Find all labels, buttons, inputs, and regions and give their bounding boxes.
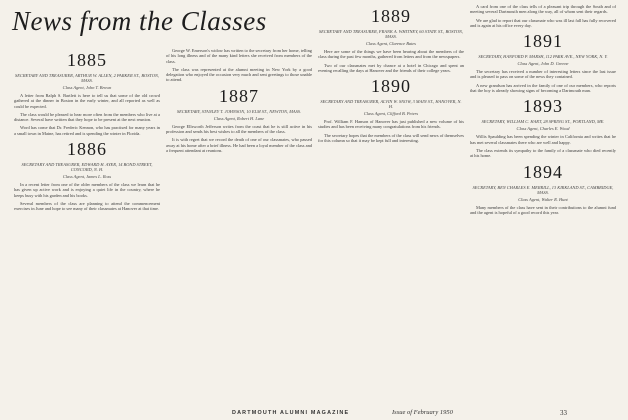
page-footer [0, 407, 628, 419]
news-paragraph: Prof. William F. Hanson of Hanover has just published a new volume of his studies and has been receiving many congratulations from his friends. [318, 119, 464, 130]
class-year-heading: 1890 [371, 76, 411, 97]
class-agent-line: Class Agent, Clifford B. Peters [363, 111, 419, 117]
column-3 [318, 4, 464, 404]
class-agent-line: Class Agent, Robert H. Lane [213, 115, 265, 121]
news-paragraph: A letter from Ralph S. Bartlett is here to tell us that some of the old crowd gathered at the dinner in Boston in the early winter, and all reported as well as could be expected. [14, 93, 160, 109]
footer-magazine-name: DARTMOUTH ALUMNI MAGAZINE [232, 410, 350, 416]
class-secretary-line: SECRETARY AND TREASURER, EDWARD H. AYER, 14 BOND STREET, CONCORD, N. H. [21, 162, 153, 173]
class-secretary-line: SECRETARY AND TREASURER, ARTHUR W. ALLEN, 2 PARKER ST., BOSTON, MASS. [15, 73, 159, 83]
column-4 [470, 4, 616, 404]
news-paragraph: The class would be pleased to hear more often from the members who live at a distance. Several have written that they hope to be present at the next reunion. [14, 111, 160, 123]
news-paragraph: A card from one of the class tells of a pleasant trip through the South and of meeting several Dartmouth men along the way, all of whom sent their regards. [470, 4, 616, 15]
class-year-heading: 1894 [523, 161, 563, 182]
class-secretary-line: SECRETARY, HANFORD P. MARSH, 112 PARK AVE., NEW YORK, N. Y. [478, 54, 608, 60]
news-paragraph: Word has come that Dr. Frederic Kennon, who has practised for many years in a small town in Maine, has retired and is spending the winter in Florida. [14, 125, 160, 136]
class-agent-line: Class Agent, John T. Brown [62, 85, 112, 90]
news-paragraph: It is with regret that we record the death of one of our classmates, who passed away at his home after a brief illness. He had been a loyal member of the class and a frequent attendant at reunions. [166, 137, 312, 153]
footer-issue: Issue of February 1950 [392, 409, 453, 416]
class-secretary-line: SECRETARY, BEN CHARLES E. MERRILL, 13 KIRKLAND ST., CAMBRIDGE, MASS. [472, 184, 614, 195]
class-agent-line: Class Agent, James L. Ross [62, 174, 112, 180]
news-paragraph: The class was represented at the alumni meeting in New York by a good delegation who enjoyed the occasion very much and sent greetings to those unable to attend. [166, 66, 312, 83]
class-year-heading: 1891 [523, 31, 563, 52]
class-year-heading: 1885 [67, 50, 107, 70]
news-paragraph: Two of our classmates met by chance at a hotel in Chicago and spent an evening recalling the days at Hanover and the friends of their college years. [318, 62, 464, 73]
class-secretary-line: SECRETARY, WILLIAM C. HART, 28 SPRING ST., PORTLAND, ME. [481, 119, 605, 125]
news-paragraph: The secretary hopes that the members of the class will send news of themselves for this column so that it may be kept full and interesting. [318, 132, 464, 144]
news-paragraph: The class extends its sympathy to the family of a classmate who died recently at his home. [470, 147, 616, 159]
class-year-heading: 1887 [219, 85, 259, 106]
class-agent-line: Class Agent, John D. Greene [517, 61, 569, 67]
news-paragraph: Several members of the class are planning to attend the commencement exercises in June and hope to see many of their classmates at Hanover at that time. [14, 200, 160, 212]
news-paragraph: The secretary has received a number of interesting letters since the last issue and is pleased to pass on some of the news they contained. [470, 69, 616, 80]
news-paragraph: George Ellsworth Jefferson writes from the coast that he is still active in his profession and sends his best wishes to all the members of the class. [166, 123, 312, 135]
class-year-heading: 1893 [523, 96, 563, 117]
class-agent-line: Class Agent, Charles E. Wood [516, 126, 570, 132]
news-paragraph: Here are some of the things we have been hearing about the members of the class during the past few months, gathered from letters and from the newspapers. [318, 49, 464, 60]
news-paragraph: In a recent letter from one of the older members of the class we learn that he has given up active work and is enjoying a quiet life in the country, where he keeps busy with his garden and his books. [14, 182, 160, 198]
class-agent-line: Class Agent, Clarence Bates [366, 41, 416, 46]
class-year-heading: 1886 [67, 139, 107, 160]
news-paragraph: George W. Emerson's widow has written to the secretary from her home, telling of his long illness and of the many kind letters she received from members of the class. [166, 48, 312, 64]
page-number: 33 [560, 409, 567, 417]
column-2 [166, 48, 312, 404]
news-paragraph: Willis Spaulding has been spending the winter in California and writes that he has met several classmates there who are well and happy. [470, 134, 616, 145]
section-title: News from the Classes [12, 6, 267, 36]
class-year-heading: 1889 [371, 6, 411, 26]
news-paragraph: Many members of the class have sent in their contributions to the alumni fund and the agent is hopeful of a good record this year. [470, 204, 616, 215]
column-1 [14, 48, 160, 404]
news-paragraph: A new grandson has arrived in the family of one of our members, who reports that the boy is already showing signs of becoming a Dartmouth man. [470, 82, 616, 94]
class-secretary-line: SECRETARY AND TREASURER, FRANK A. WHITNEY, 60 STATE ST., BOSTON, MASS. [318, 29, 464, 39]
class-secretary-line: SECRETARY AND TREASURER, ALVIN W. SNOW, 3 MAIN ST., HANOVER, N. H. [320, 99, 462, 110]
class-agent-line: Class Agent, Walter R. Hunt [518, 196, 568, 202]
news-paragraph: We are glad to report that our classmate who was ill last fall has fully recovered and is again at his office every day. [470, 17, 616, 28]
class-secretary-line: SECRETARY, STANLEY T. JOHNSON, 10 ELM ST., NEWTON, MASS. [176, 108, 302, 114]
